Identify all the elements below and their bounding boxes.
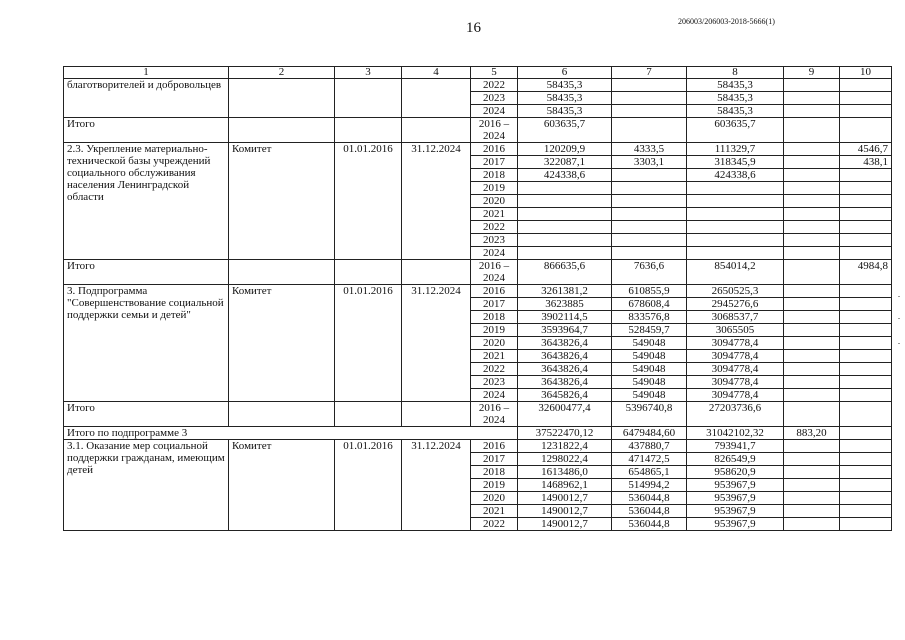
value-cell (784, 479, 840, 492)
value-cell: 603635,7 (518, 118, 612, 143)
value-cell: 953967,9 (687, 505, 784, 518)
value-cell: 322087,1 (518, 156, 612, 169)
start-date-cell: 01.01.2016 (335, 440, 402, 531)
value-cell: 31042102,32 (687, 427, 784, 440)
value-cell: 37522470,12 (518, 427, 612, 440)
year-cell: 2019 (471, 324, 518, 337)
year-cell: 2016 (471, 143, 518, 156)
value-cell: 958620,9 (687, 466, 784, 479)
value-cell: 3902114,5 (518, 311, 612, 324)
value-cell (784, 311, 840, 324)
value-cell (518, 247, 612, 260)
total-label: Итого (64, 260, 229, 285)
scan-mark (898, 318, 900, 319)
value-cell (784, 260, 840, 285)
value-cell (840, 492, 892, 505)
value-cell (518, 182, 612, 195)
value-cell (687, 247, 784, 260)
year-cell: 2024 (471, 389, 518, 402)
value-cell: 1490012,7 (518, 492, 612, 505)
value-cell (840, 208, 892, 221)
value-cell (840, 92, 892, 105)
value-cell (784, 505, 840, 518)
value-cell: 678608,4 (612, 298, 687, 311)
value-cell (612, 118, 687, 143)
document-id: 206003/206003-2018-5666(1) (678, 17, 775, 26)
value-cell: 58435,3 (687, 79, 784, 92)
value-cell: 111329,7 (687, 143, 784, 156)
value-cell: 3643826,4 (518, 363, 612, 376)
year-cell: 2024 (471, 105, 518, 118)
value-cell (612, 195, 687, 208)
value-cell (612, 169, 687, 182)
value-cell: 3261381,2 (518, 285, 612, 298)
column-header: 8 (687, 67, 784, 79)
value-cell: 7636,6 (612, 260, 687, 285)
value-cell (784, 79, 840, 92)
column-header: 9 (784, 67, 840, 79)
year-cell: 2021 (471, 505, 518, 518)
row-label: благотворителей и добровольцев (64, 79, 229, 118)
value-cell: 793941,7 (687, 440, 784, 453)
value-cell: 833576,8 (612, 311, 687, 324)
value-cell: 3643826,4 (518, 350, 612, 363)
year-cell: 2022 (471, 363, 518, 376)
value-cell: 58435,3 (687, 105, 784, 118)
value-cell: 528459,7 (612, 324, 687, 337)
year-cell: 2017 (471, 298, 518, 311)
column-header: 6 (518, 67, 612, 79)
total-row (64, 260, 892, 285)
value-cell: 3643826,4 (518, 376, 612, 389)
value-cell: 953967,9 (687, 492, 784, 505)
value-cell (840, 427, 892, 440)
value-cell (784, 453, 840, 466)
year-cell: 2020 (471, 195, 518, 208)
value-cell (784, 376, 840, 389)
value-cell: 854014,2 (687, 260, 784, 285)
value-cell: 2945276,6 (687, 298, 784, 311)
value-cell (784, 208, 840, 221)
value-cell: 1468962,1 (518, 479, 612, 492)
value-cell (612, 92, 687, 105)
value-cell: 1490012,7 (518, 518, 612, 531)
value-cell: 536044,8 (612, 518, 687, 531)
value-cell (687, 182, 784, 195)
row-label: 2.3. Укрепление материально-технической базы учреждений социального обслуживания населения Ленинградской области (64, 143, 229, 260)
value-cell (840, 169, 892, 182)
year-cell: 2021 (471, 350, 518, 363)
scan-mark (898, 343, 900, 344)
table-cell (402, 118, 471, 143)
value-cell (612, 247, 687, 260)
value-cell (784, 92, 840, 105)
year-cell: 2020 (471, 337, 518, 350)
value-cell (784, 156, 840, 169)
table-row (64, 285, 892, 298)
table-row (64, 143, 892, 156)
end-date-cell: 31.12.2024 (402, 143, 471, 260)
table-cell (229, 260, 335, 285)
column-header: 2 (229, 67, 335, 79)
value-cell: 549048 (612, 376, 687, 389)
value-cell: 3303,1 (612, 156, 687, 169)
total-row (64, 402, 892, 427)
value-cell: 3065505 (687, 324, 784, 337)
year-cell: 2016 (471, 285, 518, 298)
year-cell: 2018 (471, 311, 518, 324)
value-cell (840, 182, 892, 195)
value-cell (840, 453, 892, 466)
year-cell: 2016 (471, 440, 518, 453)
value-cell (612, 79, 687, 92)
value-cell (518, 221, 612, 234)
value-cell: 2650525,3 (687, 285, 784, 298)
value-cell: 3593964,7 (518, 324, 612, 337)
value-cell (784, 402, 840, 427)
value-cell: 953967,9 (687, 479, 784, 492)
end-date-cell (402, 79, 471, 118)
table-cell (229, 402, 335, 427)
value-cell (687, 208, 784, 221)
value-cell: 953967,9 (687, 518, 784, 531)
value-cell (840, 350, 892, 363)
value-cell: 1613486,0 (518, 466, 612, 479)
value-cell: 3094778,4 (687, 350, 784, 363)
executor-cell: Комитет (229, 285, 335, 402)
table-cell (335, 402, 402, 427)
value-cell (784, 298, 840, 311)
value-cell: 4984,8 (840, 260, 892, 285)
value-cell: 603635,7 (687, 118, 784, 143)
scan-mark (898, 296, 900, 297)
end-date-cell: 31.12.2024 (402, 285, 471, 402)
year-cell: 2019 (471, 479, 518, 492)
value-cell (784, 389, 840, 402)
value-cell: 318345,9 (687, 156, 784, 169)
value-cell: 3094778,4 (687, 337, 784, 350)
executor-cell: Комитет (229, 440, 335, 531)
value-cell (840, 363, 892, 376)
value-cell (518, 195, 612, 208)
year-cell: 2022 (471, 221, 518, 234)
row-label: 3.1. Оказание мер социальной поддержки гражданам, имеющим детей (64, 440, 229, 531)
value-cell (784, 247, 840, 260)
start-date-cell: 01.01.2016 (335, 143, 402, 260)
value-cell (840, 311, 892, 324)
row-label: 3. Подпрограмма "Совершенствование социальной поддержки семьи и детей" (64, 285, 229, 402)
year-cell: 2023 (471, 92, 518, 105)
value-cell: 27203736,6 (687, 402, 784, 427)
value-cell (687, 234, 784, 247)
column-header: 4 (402, 67, 471, 79)
value-cell: 654865,1 (612, 466, 687, 479)
value-cell (840, 466, 892, 479)
table-cell (402, 260, 471, 285)
year-cell: 2016 – 2024 (471, 402, 518, 427)
value-cell (840, 440, 892, 453)
year-cell: 2016 – 2024 (471, 118, 518, 143)
value-cell (840, 479, 892, 492)
year-cell: 2021 (471, 208, 518, 221)
value-cell (840, 221, 892, 234)
value-cell: 866635,6 (518, 260, 612, 285)
value-cell (840, 337, 892, 350)
total-label: Итого (64, 402, 229, 427)
year-cell: 2024 (471, 247, 518, 260)
value-cell (784, 350, 840, 363)
value-cell: 58435,3 (518, 79, 612, 92)
value-cell (784, 324, 840, 337)
value-cell: 424338,6 (687, 169, 784, 182)
value-cell (840, 389, 892, 402)
value-cell: 6479484,60 (612, 427, 687, 440)
year-cell: 2020 (471, 492, 518, 505)
value-cell: 826549,9 (687, 453, 784, 466)
value-cell (784, 466, 840, 479)
start-date-cell: 01.01.2016 (335, 285, 402, 402)
value-cell: 4333,5 (612, 143, 687, 156)
value-cell (612, 182, 687, 195)
value-cell (840, 195, 892, 208)
column-header: 3 (335, 67, 402, 79)
value-cell: 471472,5 (612, 453, 687, 466)
value-cell (840, 285, 892, 298)
value-cell: 549048 (612, 363, 687, 376)
value-cell (784, 182, 840, 195)
table-cell (402, 402, 471, 427)
value-cell (840, 324, 892, 337)
value-cell (784, 492, 840, 505)
table-row (64, 79, 892, 92)
value-cell (687, 195, 784, 208)
value-cell: 3643826,4 (518, 337, 612, 350)
value-cell (840, 505, 892, 518)
value-cell (840, 105, 892, 118)
value-cell (840, 518, 892, 531)
value-cell: 3094778,4 (687, 363, 784, 376)
value-cell: 120209,9 (518, 143, 612, 156)
total-label: Итого (64, 118, 229, 143)
value-cell: 438,1 (840, 156, 892, 169)
value-cell (840, 298, 892, 311)
value-cell: 3094778,4 (687, 376, 784, 389)
value-cell: 1298022,4 (518, 453, 612, 466)
total-label: Итого по подпрограмме 3 (64, 427, 518, 440)
value-cell (784, 221, 840, 234)
value-cell: 883,20 (784, 427, 840, 440)
value-cell: 5396740,8 (612, 402, 687, 427)
value-cell (784, 195, 840, 208)
column-header: 7 (612, 67, 687, 79)
year-cell: 2018 (471, 466, 518, 479)
value-cell (784, 440, 840, 453)
value-cell (784, 518, 840, 531)
value-cell (840, 376, 892, 389)
column-header: 10 (840, 67, 892, 79)
value-cell: 58435,3 (518, 105, 612, 118)
column-header: 1 (64, 67, 229, 79)
value-cell: 424338,6 (518, 169, 612, 182)
value-cell: 3623885 (518, 298, 612, 311)
start-date-cell (335, 79, 402, 118)
year-cell: 2016 – 2024 (471, 260, 518, 285)
executor-cell (229, 79, 335, 118)
value-cell: 4546,7 (840, 143, 892, 156)
value-cell: 58435,3 (518, 92, 612, 105)
value-cell: 1231822,4 (518, 440, 612, 453)
value-cell (840, 402, 892, 427)
year-cell: 2022 (471, 518, 518, 531)
table-cell (335, 118, 402, 143)
value-cell (518, 234, 612, 247)
year-cell: 2018 (471, 169, 518, 182)
value-cell (784, 105, 840, 118)
column-header: 5 (471, 67, 518, 79)
value-cell: 1490012,7 (518, 505, 612, 518)
page-number: 16 (466, 20, 481, 36)
value-cell: 514994,2 (612, 479, 687, 492)
value-cell: 32600477,4 (518, 402, 612, 427)
value-cell (612, 234, 687, 247)
value-cell: 536044,8 (612, 492, 687, 505)
value-cell (518, 208, 612, 221)
year-cell: 2022 (471, 79, 518, 92)
header-row (64, 67, 892, 79)
value-cell (612, 208, 687, 221)
end-date-cell: 31.12.2024 (402, 440, 471, 531)
subprogram-total-row (64, 427, 892, 440)
value-cell (784, 143, 840, 156)
value-cell: 3068537,7 (687, 311, 784, 324)
year-cell: 2019 (471, 182, 518, 195)
value-cell (612, 221, 687, 234)
table-cell (335, 260, 402, 285)
value-cell (840, 79, 892, 92)
value-cell (687, 221, 784, 234)
value-cell: 536044,8 (612, 505, 687, 518)
year-cell: 2017 (471, 156, 518, 169)
value-cell (784, 169, 840, 182)
value-cell: 549048 (612, 337, 687, 350)
value-cell (784, 363, 840, 376)
value-cell: 3645826,4 (518, 389, 612, 402)
value-cell (784, 118, 840, 143)
value-cell (612, 105, 687, 118)
budget-table (63, 66, 892, 531)
value-cell: 437880,7 (612, 440, 687, 453)
total-row (64, 118, 892, 143)
value-cell: 549048 (612, 350, 687, 363)
value-cell: 549048 (612, 389, 687, 402)
table-cell (229, 118, 335, 143)
year-cell: 2023 (471, 234, 518, 247)
table-row (64, 440, 892, 453)
value-cell: 610855,9 (612, 285, 687, 298)
executor-cell: Комитет (229, 143, 335, 260)
value-cell (784, 234, 840, 247)
value-cell (840, 247, 892, 260)
value-cell (840, 118, 892, 143)
year-cell: 2023 (471, 376, 518, 389)
year-cell: 2017 (471, 453, 518, 466)
value-cell (784, 285, 840, 298)
value-cell (840, 234, 892, 247)
value-cell: 58435,3 (687, 92, 784, 105)
value-cell: 3094778,4 (687, 389, 784, 402)
value-cell (784, 337, 840, 350)
